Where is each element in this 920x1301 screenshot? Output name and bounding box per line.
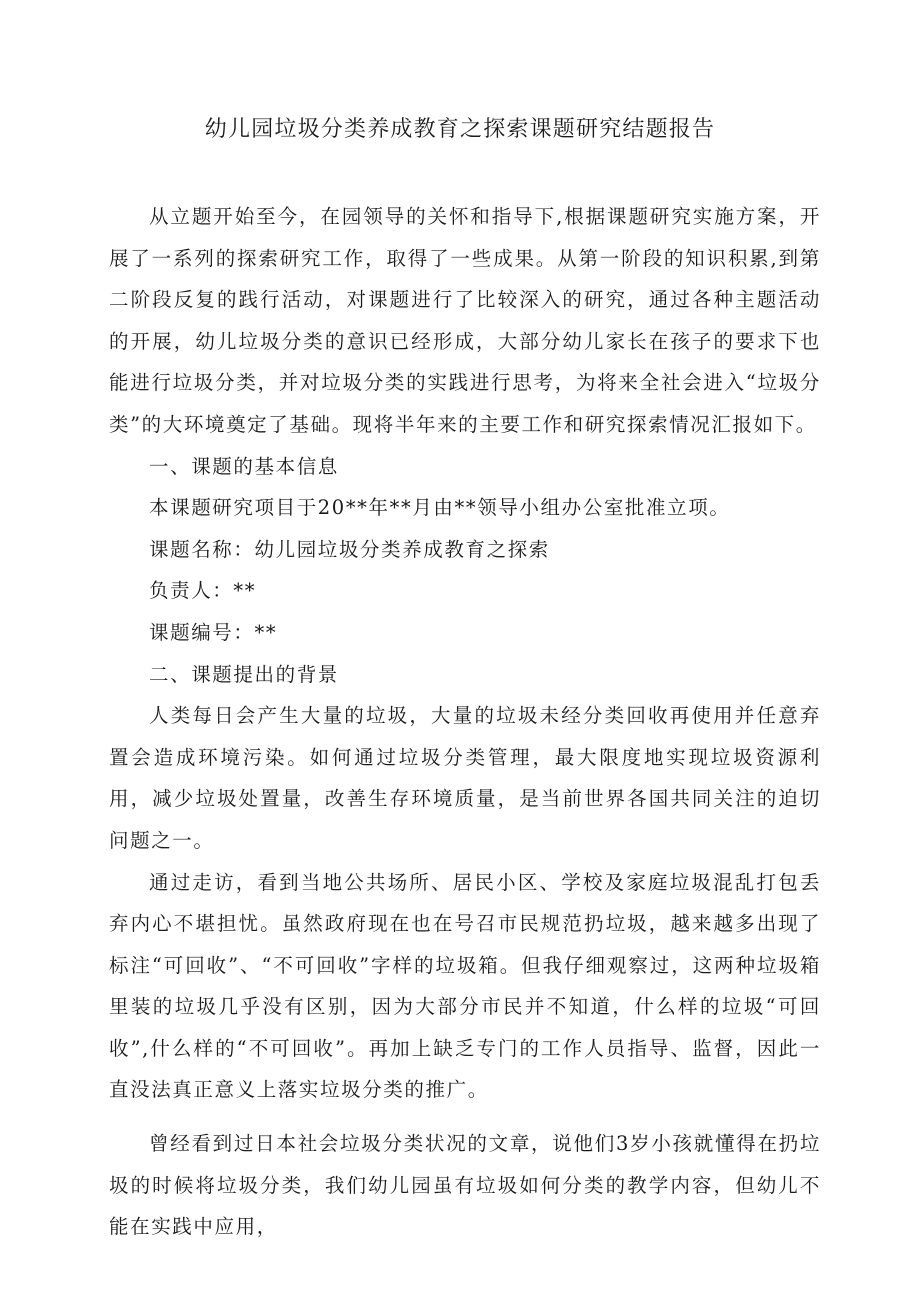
paragraph-background-3: 曾经看到过日本社会垃圾分类状况的文章，说他们3岁小孩就懂得在扔垃圾的时候将垃圾分类，我们幼儿园虽有垃圾如何分类的教学内容，但幼儿不能在实践中应用，	[109, 1132, 821, 1239]
document-title: 幼儿园垃圾分类养成教育之探索课题研究结题报告	[204, 117, 716, 142]
heading-section-2: 二、课题提出的背景	[149, 662, 339, 686]
paragraph-background-1: 人类每日会产生大量的垃圾，大量的垃圾未经分类回收再使用并任意弃置会造成环境污染。如何通过垃圾分类管理，最大限度地实现垃圾资源利用，减少垃圾处置量，改善生存环境质量，是当前世界各国共同关注的迫切问题之一。	[109, 704, 821, 852]
paragraph-intro: 从立题开始至今，在园领导的关怀和指导下,根据课题研究实施方案，开展了一系列的探索研究工作，取得了一些成果。从第一阶段的知识积累,到第二阶段反复的践行活动，对课题进行了比较深入的研究，通过各种主题活动的开展，幼儿垃圾分类的意识已经形成，大部分幼儿家长在孩子的要求下也能进行垃圾分类，并对垃圾分类的实践进行思考，为将来全社会进入“垃圾分类”的大环境奠定了基础。现将半年来的主要工作和研究探索情况汇报如下。	[109, 205, 821, 436]
paragraph-approval: 本课题研究项目于20**年**月由**领导小组办公室批准立项。	[149, 496, 731, 520]
document-body	[109, 196, 821, 1248]
heading-section-1: 一、课题的基本信息	[149, 454, 339, 478]
paragraph-topic-name: 课题名称：幼儿园垃圾分类养成教育之探索	[149, 537, 550, 561]
paragraph-responsible-person: 负责人：**	[149, 579, 257, 603]
paragraph-topic-number: 课题编号：**	[149, 620, 278, 644]
paragraph-background-2: 通过走访，看到当地公共场所、居民小区、学校及家庭垃圾混乱打包丢弃内心不堪担忧。虽然政府现在也在号召市民规范扔垃圾，越来越多出现了标注“可回收”、“不可回收”字样的垃圾箱。但我仔细观察过，这两种垃圾箱里装的垃圾几乎没有区别，因为大部分市民并不知道，什么样的垃圾“可回收”,什么样的“不可回收”。再加上缺乏专门的工作人员指导、监督，因此一直没法真正意义上落实垃圾分类的推广。	[109, 870, 821, 1102]
